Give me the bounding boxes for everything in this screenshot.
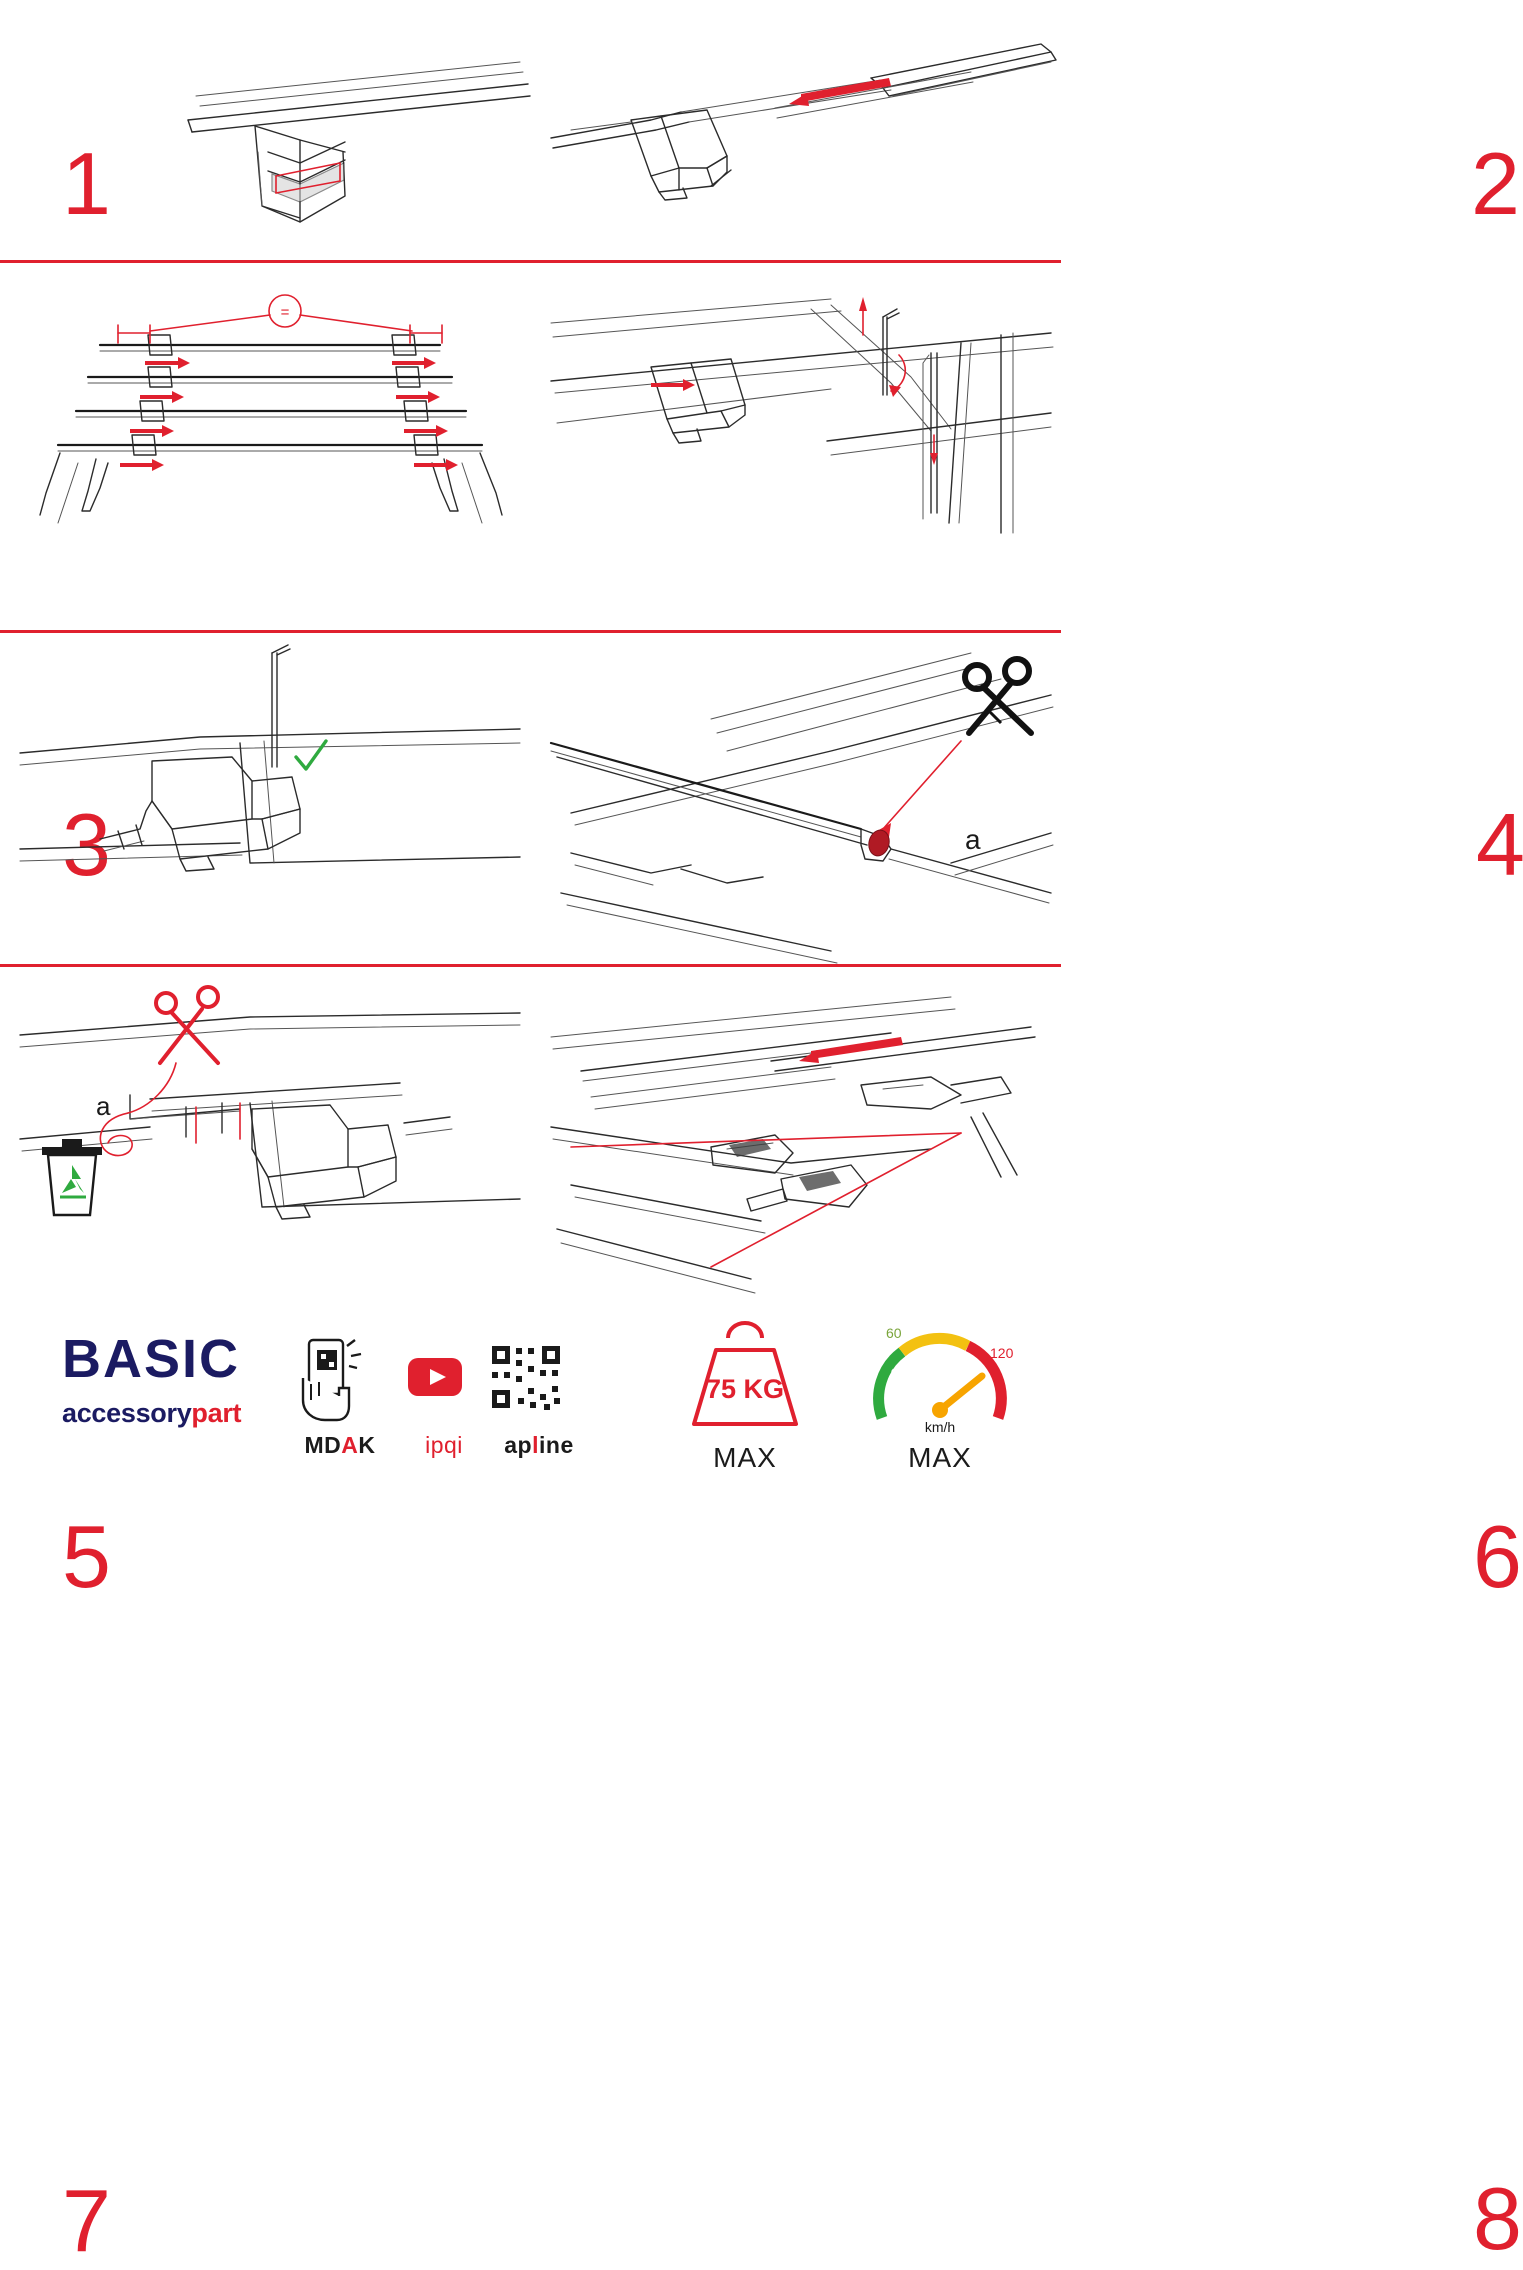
step-3-illustration bbox=[0, 263, 530, 630]
footer bbox=[0, 1300, 1061, 1500]
mdak-caption-first: MD bbox=[304, 1432, 342, 1458]
step-number-7: 7 bbox=[62, 2171, 109, 2270]
logo-mdak-caption bbox=[285, 1432, 395, 1459]
brand-title: BASIC bbox=[62, 1329, 241, 1389]
qr-code-icon bbox=[484, 1336, 570, 1422]
equal-mark: = bbox=[280, 304, 290, 321]
step-number-4: 4 bbox=[1476, 795, 1523, 894]
step-panel-4 bbox=[531, 263, 1523, 894]
step-number-1: 1 bbox=[62, 134, 109, 233]
load-limit-caption: MAX bbox=[713, 1442, 777, 1473]
step-7-illustration bbox=[0, 967, 530, 1297]
apline-caption-last: ine bbox=[539, 1432, 574, 1458]
speedometer-icon bbox=[850, 1318, 1030, 1436]
step-number-2: 2 bbox=[1471, 134, 1518, 233]
brand-subtitle bbox=[62, 1398, 241, 1429]
speed-limit-block bbox=[850, 1318, 1030, 1474]
load-limit-block bbox=[660, 1320, 830, 1474]
step-8-illustration bbox=[531, 967, 1061, 1297]
step-number-3: 3 bbox=[62, 795, 109, 894]
speed-tick-high: 120 bbox=[990, 1345, 1014, 1361]
recycle-bin-icon bbox=[42, 1139, 102, 1215]
logo-apline-caption bbox=[484, 1432, 594, 1459]
cut-mark-label-a: a bbox=[96, 1091, 111, 1121]
step-number-5: 5 bbox=[62, 1507, 109, 1606]
apline-caption-first: ap bbox=[504, 1432, 533, 1458]
logo-ipqi bbox=[404, 1336, 484, 1459]
step-number-6: 6 bbox=[1473, 1507, 1520, 1606]
brand-block bbox=[62, 1329, 242, 1429]
weight-icon bbox=[660, 1320, 830, 1436]
brand-subtitle-second: part bbox=[191, 1398, 242, 1428]
scissors-icon-red bbox=[156, 987, 218, 1063]
step-5-illustration bbox=[0, 633, 530, 964]
step-2-illustration bbox=[531, 0, 1061, 260]
step-panel-1 bbox=[0, 0, 530, 260]
mdak-caption-accent: A bbox=[341, 1432, 359, 1458]
scissors-icon bbox=[965, 659, 1031, 733]
step-number-8: 8 bbox=[1473, 2169, 1520, 2268]
step-panel-2 bbox=[531, 0, 1518, 260]
hand-phone-qr-icon bbox=[285, 1336, 375, 1422]
logo-apline bbox=[484, 1336, 594, 1459]
apline-caption-accent: l bbox=[532, 1432, 539, 1458]
brand-subtitle-first: accessory bbox=[62, 1398, 192, 1428]
load-limit-value: 75 KG bbox=[705, 1374, 785, 1404]
step-panel-3 bbox=[0, 263, 530, 894]
mdak-caption-last: K bbox=[358, 1432, 376, 1458]
step-6-illustration bbox=[531, 633, 1061, 964]
logo-ipqi-caption: ipqi bbox=[425, 1432, 463, 1458]
youtube-play-icon bbox=[404, 1336, 466, 1422]
step-4-illustration bbox=[531, 263, 1061, 630]
cut-mark-label-a: a bbox=[965, 824, 981, 855]
speed-limit-caption: MAX bbox=[908, 1442, 972, 1473]
speed-tick-low: 60 bbox=[886, 1325, 902, 1341]
speed-unit: km/h bbox=[924, 1419, 956, 1435]
logo-mdak bbox=[285, 1336, 395, 1459]
